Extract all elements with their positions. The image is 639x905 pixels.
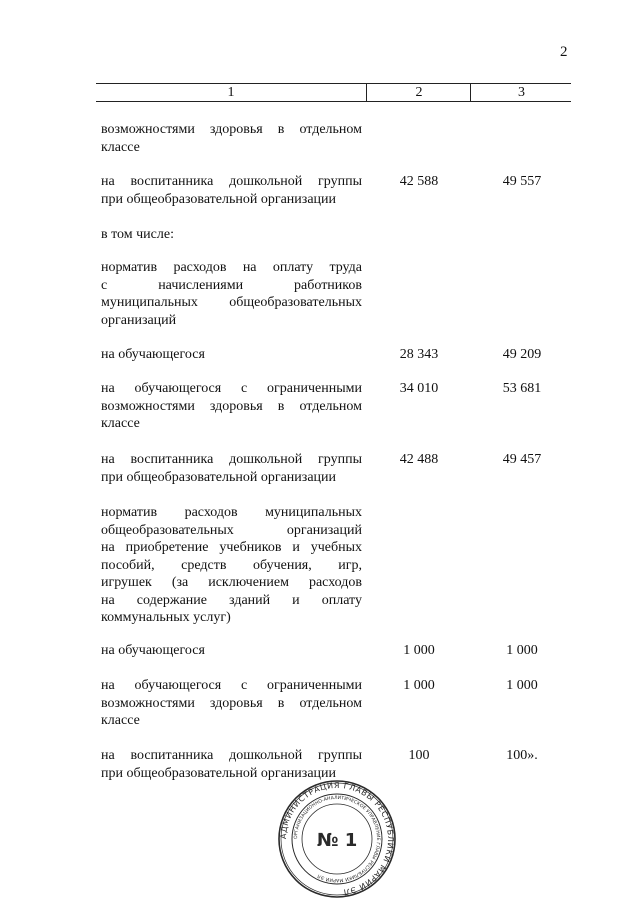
value-col-2: 42 488	[399, 452, 439, 467]
row-description-line: общеобразовательных организаций	[101, 522, 362, 538]
row-description-line: норматив расходов на оплату труда	[101, 260, 362, 275]
value-col-3: 53 681	[502, 381, 542, 396]
value-col-2: 34 010	[399, 381, 439, 396]
header-col-2: 2	[366, 84, 471, 101]
row-description-line: норматив расходов муниципальных	[101, 505, 362, 520]
value-col-3: 49 209	[502, 347, 542, 362]
row-description-line: возможностями здоровья в отдельном	[101, 398, 362, 414]
header-col-1: 1	[227, 85, 235, 100]
row-description-line: при общеобразовательной организации	[101, 469, 337, 485]
row-description	[101, 747, 362, 782]
row-description-line: пособий, средств обучения, игр,	[101, 557, 362, 573]
row-description-line: на содержание зданий и оплату	[101, 592, 362, 608]
official-seal-stamp	[277, 779, 397, 899]
row-description-line: коммунальных услуг)	[101, 610, 231, 625]
row-description-line: на воспитанника дошкольной группы	[101, 174, 362, 189]
row-description-line: классе	[101, 416, 140, 431]
row-description-line: классе	[101, 139, 140, 155]
row-description	[101, 226, 362, 244]
seal-number: № 1	[316, 830, 358, 851]
row-description-line: возможностями здоровья в отдельном	[101, 695, 362, 711]
row-description-line: на воспитанника дошкольной группы	[101, 748, 362, 763]
page-number: 2	[560, 44, 568, 60]
value-col-2: 28 343	[399, 347, 439, 362]
row-description	[101, 380, 362, 433]
row-description-line: на обучающегося с ограниченными	[101, 381, 362, 396]
value-col-3: 1 000	[506, 678, 538, 693]
row-description	[101, 451, 362, 486]
row-description	[101, 346, 362, 364]
value-col-2: 1 000	[403, 643, 435, 658]
row-description	[101, 677, 362, 730]
row-description-line: при общеобразовательной организации	[101, 191, 337, 207]
value-col-2: 42 588	[399, 174, 439, 189]
row-description-line: на приобретение учебников и учебных	[101, 540, 362, 555]
row-description	[101, 121, 362, 156]
value-col-2: 1 000	[403, 678, 435, 693]
row-description-line: с начислениями работников	[101, 277, 362, 293]
table-header	[96, 83, 571, 102]
value-col-3: 100».	[506, 748, 538, 763]
row-description-line: организаций	[101, 312, 177, 328]
row-description-line: на обучающегося	[101, 347, 205, 362]
row-description-line: при общеобразовательной организации	[101, 765, 337, 781]
seal-inner-text: ОРГАНИЗАЦИОННО-АНАЛИТИЧЕСКОЕ УПРАВЛЕНИЕ ГЛАВЫ РЕСПУБЛИКИ МАРИЙ ЭЛ	[293, 795, 381, 883]
row-description	[101, 504, 362, 627]
row-description-line: игрушек (за исключением расходов	[101, 575, 362, 590]
header-col-3: 3	[470, 84, 572, 101]
row-description-line: возможностями здоровья в отдельном	[101, 122, 362, 137]
value-col-3: 1 000	[506, 643, 538, 658]
row-description-line: муниципальных общеобразовательных	[101, 295, 362, 310]
seal-outer-text: АДМИНИСТРАЦИЯ ГЛАВЫ РЕСПУБЛИКИ МАРИЙ ЭЛ	[278, 780, 396, 897]
row-description-line: в том числе:	[101, 227, 174, 242]
row-description	[101, 642, 362, 660]
row-description	[101, 173, 362, 208]
row-description-line: на обучающегося	[101, 643, 205, 658]
value-col-3: 49 557	[502, 174, 542, 189]
value-col-3: 49 457	[502, 452, 542, 467]
value-col-2: 100	[408, 748, 430, 763]
row-description-line: классе	[101, 713, 140, 728]
row-description-line: на воспитанника дошкольной группы	[101, 452, 362, 467]
row-description-line: на обучающегося с ограниченными	[101, 678, 362, 693]
row-description	[101, 259, 362, 329]
